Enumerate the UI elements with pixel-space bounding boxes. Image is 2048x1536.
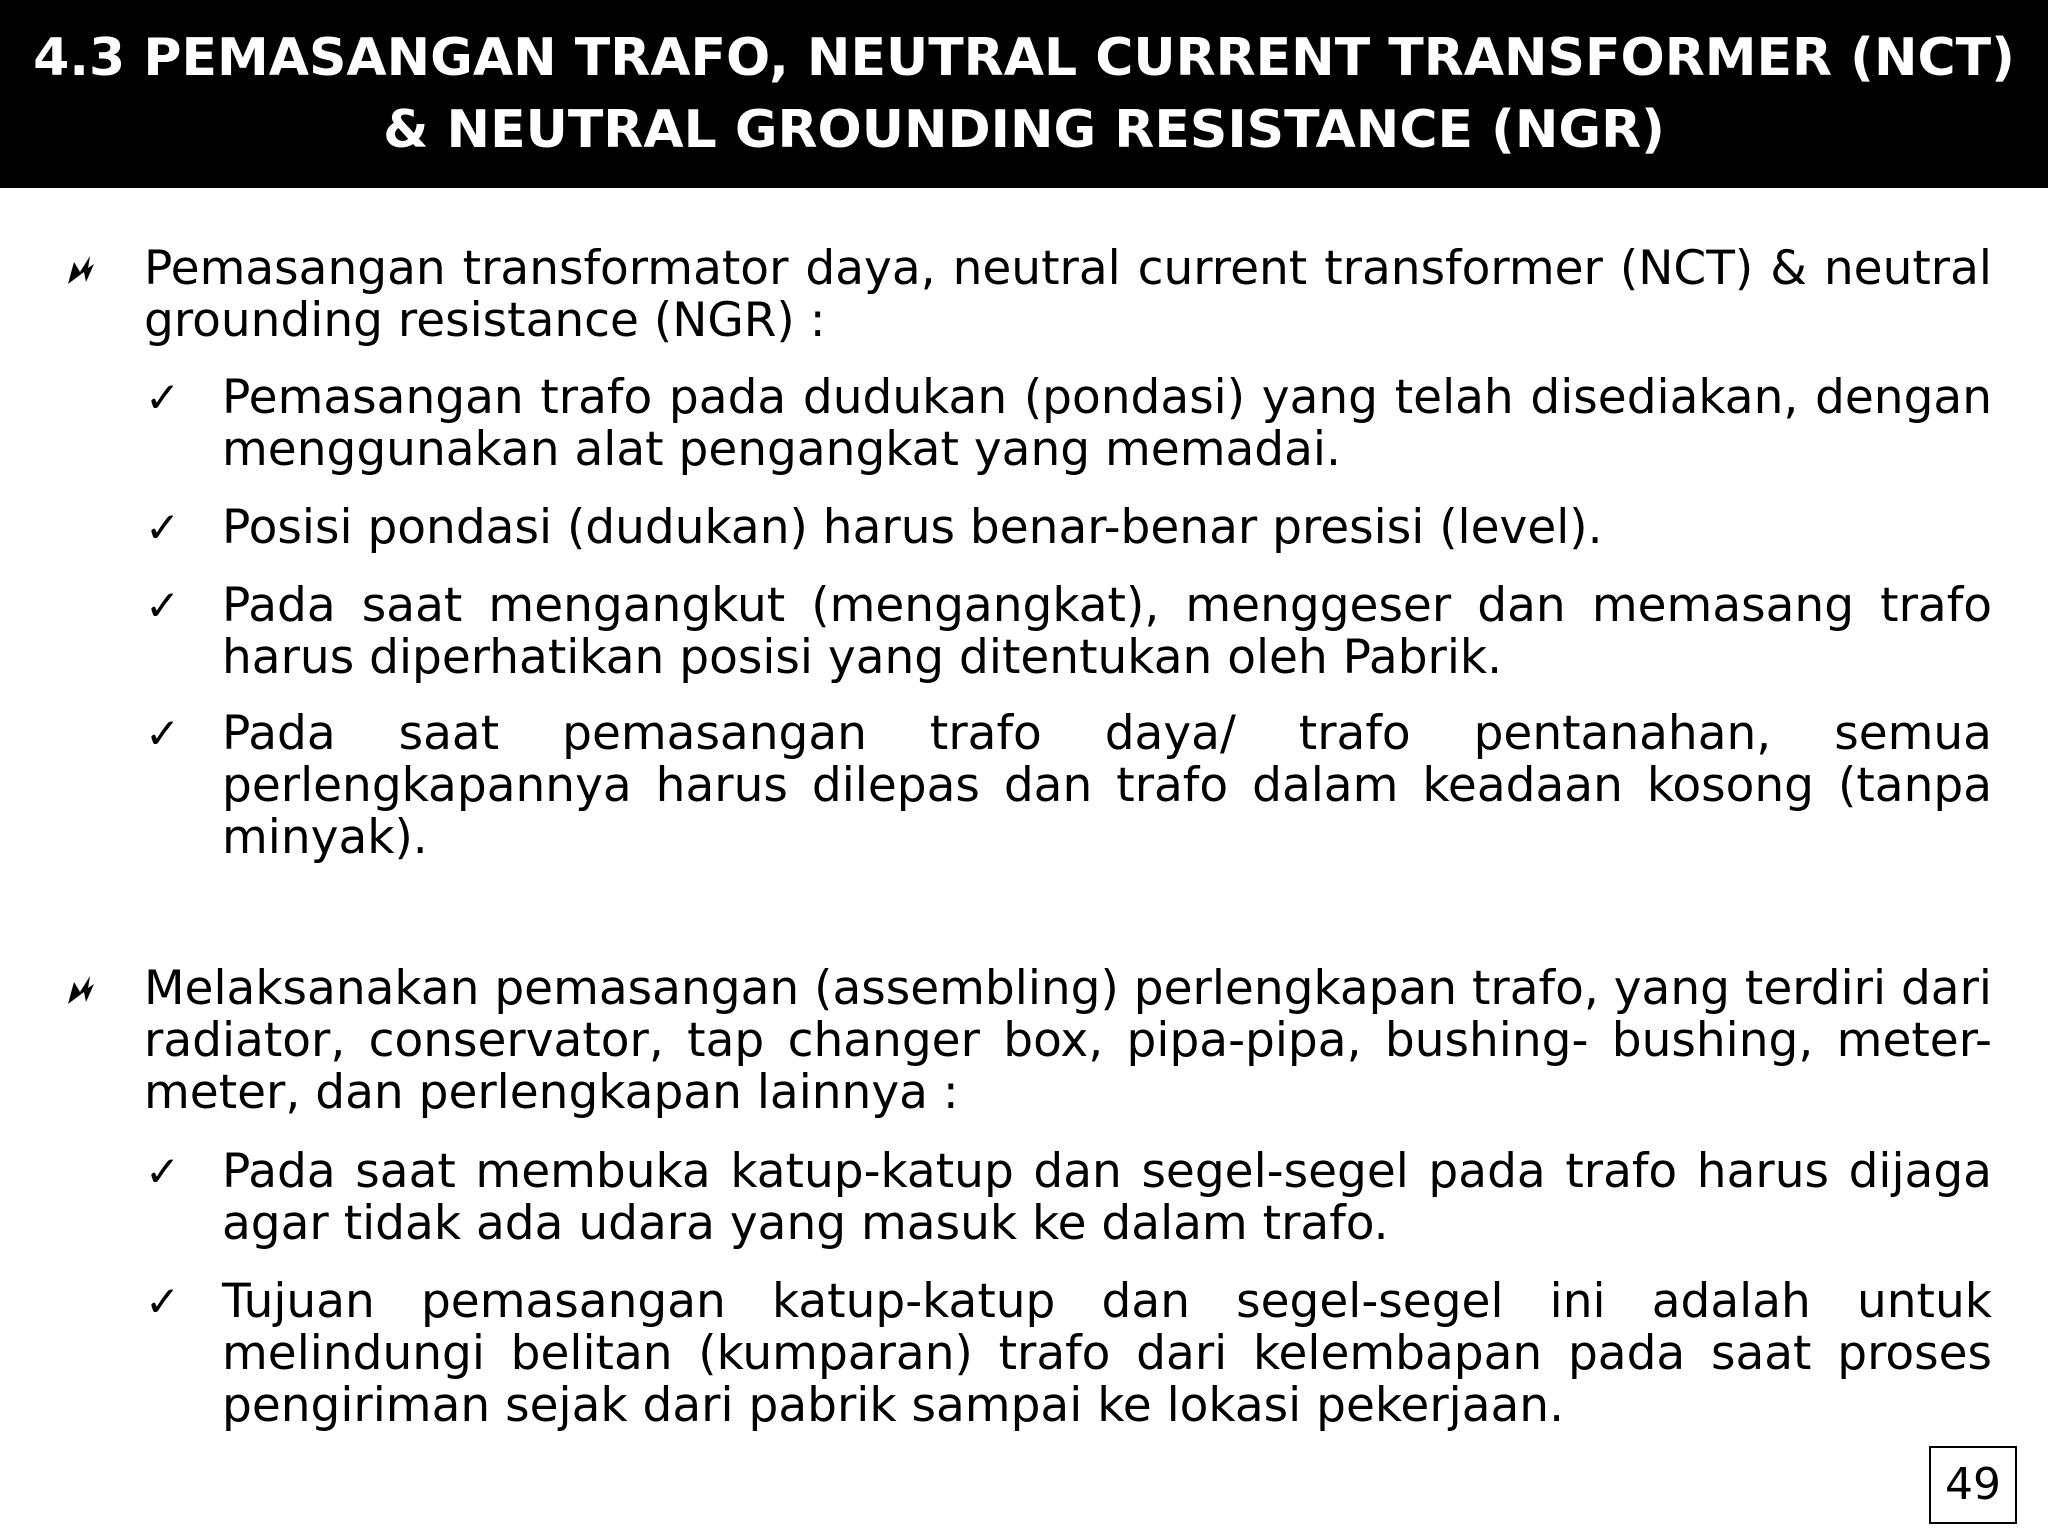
section-1-item-4: Pada saat pemasangan trafo daya/ trafo pentanahan, semua perlengkapannya harus dilepas dan trafo dalam keadaan kosong (tanpa minyak). <box>222 706 1992 865</box>
check-mark-icon: ✓ <box>145 1147 181 1196</box>
slide-title <box>0 0 2048 188</box>
section-2-text: Melaksanakan pemasangan (assembling) perlengkapan trafo, yang terdiri dari radiator, conservator, tap changer box, pipa-pipa, bushing- bushing, meter-meter, dan perlengkapan lainnya : <box>144 961 1992 1120</box>
lightning-bolt-icon <box>60 250 100 290</box>
lightning-bolt-icon <box>60 970 100 1010</box>
check-mark-icon: ✓ <box>145 503 181 552</box>
section-1-item-1: Pemasangan trafo pada dudukan (pondasi) yang telah disediakan, dengan menggunakan alat pengangkat yang memadai. <box>222 370 1992 477</box>
section-2-item-1: Pada saat membuka katup-katup dan segel-segel pada trafo harus dijaga agar tidak ada udara yang masuk ke dalam trafo. <box>222 1144 1992 1251</box>
check-mark-icon: ✓ <box>145 709 181 758</box>
title-line-1: 4.3 PEMASANGAN TRAFO, NEUTRAL CURRENT TRANSFORMER (NCT) <box>33 28 2015 88</box>
title-line-2: & NEUTRAL GROUNDING RESISTANCE (NGR) <box>383 100 1665 160</box>
section-1-item-3: Pada saat mengangkut (mengangkat), menggeser dan memasang trafo harus diperhatikan posisi yang ditentukan oleh Pabrik. <box>222 578 1992 685</box>
section-1-text: Pemasangan transformator daya, neutral current transformer (NCT) & neutral grounding resistance (NGR) : <box>144 241 1992 348</box>
page-number: 49 <box>1929 1446 2017 1524</box>
check-mark-icon: ✓ <box>145 581 181 630</box>
check-mark-icon: ✓ <box>145 373 181 422</box>
check-mark-icon: ✓ <box>145 1277 181 1326</box>
section-2-item-2: Tujuan pemasangan katup-katup dan segel-segel ini adalah untuk melindungi belitan (kumparan) trafo dari kelembapan pada saat proses pengiriman sejak dari pabrik sampai ke lokasi pekerjaan. <box>222 1274 1992 1433</box>
section-1-item-2: Posisi pondasi (dudukan) harus benar-benar presisi (level). <box>222 500 1603 555</box>
